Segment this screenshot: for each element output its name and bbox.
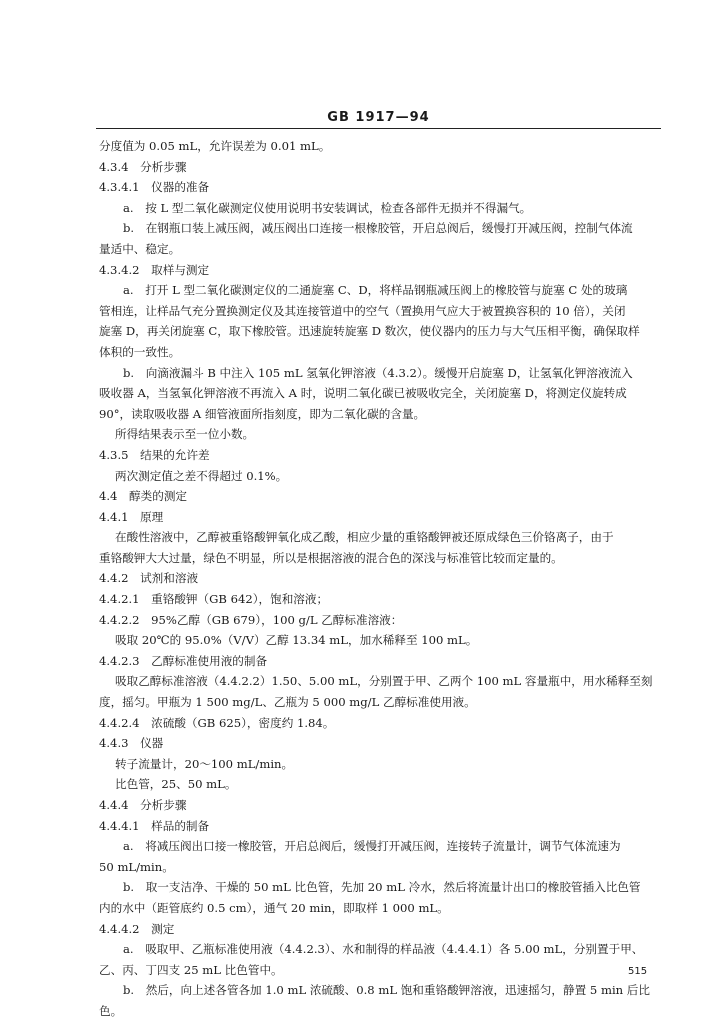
section-heading: 4.4.4.2 测定 bbox=[99, 921, 175, 936]
text-line: 90°，读取吸收器 A 细管液面所指刻度，即为二氧化碳的含量。 bbox=[99, 406, 426, 421]
text-line: a. 按 L 型二氧化碳测定仪使用说明书安装调试，检查各部件无损并不得漏气。 bbox=[123, 200, 532, 215]
section-heading: 4.4.4 分析步骤 bbox=[99, 798, 187, 812]
text-line: 体积的一致性。 bbox=[99, 344, 181, 359]
text-line: 4.4.2.2 95%乙醇（GB 679），100 g/L 乙醇标准溶液： bbox=[99, 612, 403, 627]
section-heading: 4.3.4.1 仪器的准备 bbox=[99, 180, 210, 195]
text-line: 吸收器 A，当氢氧化钾溶液不再流入 A 时，说明二氧化碳已被吸收完全，关闭旋塞 D，将测定仪旋转成 bbox=[99, 386, 627, 401]
text-line: b. 向滴液漏斗 B 中注入 105 mL 氢氧化钾溶液（4.3.2）。缓慢开启旋塞 D，让氢氧化钾溶液流入 bbox=[123, 365, 633, 380]
text-line: 旋塞 D，再关闭旋塞 C，取下橡胶管。迅速旋转旋塞 D 数次，使仪器内的压力与大气压相平衡，确保取样 bbox=[99, 324, 640, 339]
section-heading: 4.3.4 分析步骤 bbox=[99, 159, 187, 174]
text-line: 分度值为 0.05 mL，允许误差为 0.01 mL。 bbox=[99, 139, 331, 153]
text-line: b. 然后，向上述各管各加 1.0 mL 浓硫酸、0.8 mL 饱和重铬酸钾溶液，迅速摇匀，静置 5 min 后比 bbox=[123, 983, 650, 998]
text-line: 乙、丙、丁四支 25 mL 比色管中。 bbox=[99, 962, 283, 977]
text-line: 色。 bbox=[99, 1003, 123, 1018]
text-line: a. 吸取甲、乙瓶标准使用液（4.4.2.3）、水和制得的样品液（4.4.4.1）各 5.00 mL，分别置于甲、 bbox=[123, 942, 644, 957]
standard-header: GB 1917—94 bbox=[327, 110, 430, 125]
text-line: 4.4.2.4 浓硫酸（GB 625），密度约 1.84。 bbox=[99, 715, 335, 730]
section-heading: 4.4.2 试剂和溶液 bbox=[99, 571, 199, 586]
section-heading: 4.4 醇类的测定 bbox=[99, 489, 188, 504]
text-line: a. 打开 L 型二氧化碳测定仪的二通旋塞 C、D，将样品钢瓶减压阀上的橡胶管与旋塞 C 处的玻璃 bbox=[123, 283, 628, 298]
section-heading: 4.4.2.3 乙醇标准使用液的制备 bbox=[99, 653, 268, 668]
section-heading: 4.4.3 仪器 bbox=[99, 736, 164, 751]
text-line: 重铬酸钾大大过量，绿色不明显，所以是根据溶液的混合色的深浅与标准管比较而定量的。 bbox=[99, 550, 563, 565]
text-line: 在酸性溶液中，乙醇被重铬酸钾氧化成乙酸，相应少量的重铬酸钾被还原成绿色三价铬离子，由于 bbox=[115, 530, 614, 545]
text-line: 50 mL/min。 bbox=[99, 859, 174, 874]
document-body bbox=[99, 136, 665, 1022]
text-line: 转子流量计，20～100 mL/min。 bbox=[115, 756, 294, 771]
text-line: 4.4.2.1 重铬酸钾（GB 642），饱和溶液； bbox=[99, 592, 329, 607]
text-line: b. 取一支洁净、干燥的 50 mL 比色管，先加 20 mL 冷水，然后将流量计出口的橡胶管插入比色管 bbox=[123, 880, 641, 895]
text-line: 吸取乙醇标准溶液（4.4.2.2）1.50、5.00 mL，分别置于甲、乙两个 100 mL 容量瓶中，用水稀释至刻 bbox=[115, 674, 653, 689]
section-heading: 4.3.5 结果的允许差 bbox=[99, 447, 210, 462]
page-number: 515 bbox=[628, 966, 648, 977]
text-line: 所得结果表示至一位小数。 bbox=[115, 427, 255, 442]
text-line: 内的水中（距管底约 0.5 cm），通气 20 min，即取样 1 000 mL。 bbox=[99, 900, 449, 915]
section-heading: 4.4.4.1 样品的制备 bbox=[99, 818, 210, 833]
section-heading: 4.4.1 原理 bbox=[99, 509, 164, 524]
section-heading: 4.3.4.2 取样与测定 bbox=[99, 262, 210, 277]
text-line: 度，摇匀。甲瓶为 1 500 mg/L、乙瓶为 5 000 mg/L 乙醇标准使用液。 bbox=[99, 695, 476, 710]
header-rule bbox=[96, 128, 661, 129]
text-line: 比色管，25、50 mL。 bbox=[115, 777, 237, 792]
text-line: 两次测定值之差不得超过 0.1%。 bbox=[115, 468, 288, 483]
text-line: 管相连，让样品气充分置换测定仪及其连接管道中的空气（置换用气应大于被置换容积的 10 倍），关闭 bbox=[99, 303, 626, 318]
text-line: b. 在钢瓶口装上减压阀，减压阀出口连接一根橡胶管，开启总阀后，缓慢打开减压阀，控制气体流 bbox=[123, 221, 633, 236]
text-line: a. 将减压阀出口接一橡胶管，开启总阀后，缓慢打开减压阀，连接转子流量计，调节气体流速为 bbox=[123, 839, 621, 854]
text-line: 量适中、稳定。 bbox=[99, 241, 181, 256]
text-line: 吸取 20℃的 95.0%（V/V）乙醇 13.34 mL，加水稀释至 100 mL。 bbox=[115, 633, 478, 648]
